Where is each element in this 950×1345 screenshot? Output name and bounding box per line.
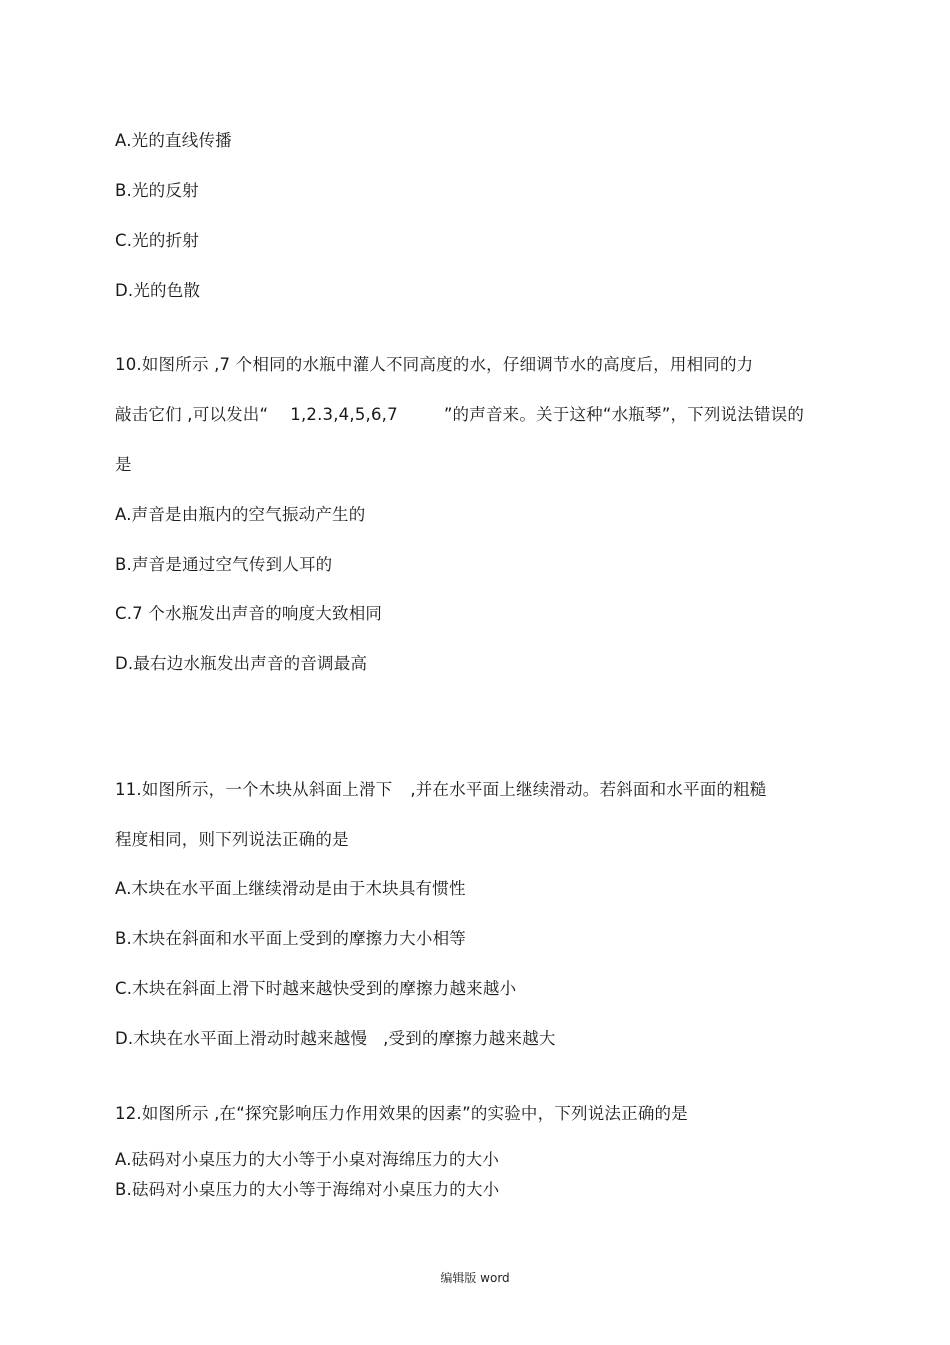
q9-option-d: D.光的色散 [115,281,201,300]
q11-option-d [115,1028,556,1050]
q10-stem-part-2: ”的声音来。关于这种“水瓶琴”，下列说法错误的 [443,405,805,424]
q9-option-c: C.光的折射 [115,231,199,250]
q11-option-c: C.木块在斜面上滑下时越来越快受到的摩擦力越来越小 [115,979,517,998]
q10-stem-line-1: 10.如图所示 ,7 个相同的水瓶中灌人不同高度的水，仔细调节水的高度后，用相同的力 [115,355,754,374]
q12-stem-line-1: 12.如图所示 ,在“探究影响压力作用效果的因素”的实验中，下列说法正确的是 [115,1104,688,1123]
q12-option-b: B.砝码对小桌压力的大小等于海绵对小桌压力的大小 [115,1180,500,1199]
q11-option-d-part-1: D.木块在水平面上滑动时越来越慢 [115,1029,368,1048]
q11-option-d-part-2: ,受到的摩擦力越来越大 [383,1029,556,1048]
q11-stem-part-1: 11.如图所示，一个木块从斜面上滑下 [115,780,393,799]
q10-stem-line-2 [115,404,804,426]
q12-option-a: A.砝码对小桌压力的大小等于小桌对海绵压力的大小 [115,1150,500,1169]
q10-option-d: D.最右边水瓶发出声音的音调最高 [115,654,368,673]
q10-stem-line-3: 是 [115,455,132,474]
q10-option-a: A.声音是由瓶内的空气振动产生的 [115,505,366,524]
q10-stem-part-1: 敲击它们 ,可以发出“ [115,405,269,424]
q10-option-b: B.声音是通过空气传到人耳的 [115,555,333,574]
q11-stem-line-1 [115,779,767,801]
q10-notes: 1,2.3,4,5,6,7 [290,405,398,424]
q11-stem-part-2: ,并在水平面上继续滑动。若斜面和水平面的粗糙 [410,780,767,799]
page-footer: 编辑版 word [440,1271,510,1285]
q10-option-c: C.7 个水瓶发出声音的响度大致相同 [115,604,383,623]
q11-option-a: A.木块在水平面上继续滑动是由于木块具有惯性 [115,879,466,898]
q11-stem-line-2: 程度相同，则下列说法正确的是 [115,830,349,849]
q11-option-b: B.木块在斜面和水平面上受到的摩擦力大小相等 [115,929,466,948]
q9-option-b: B.光的反射 [115,181,199,200]
q9-option-a: A.光的直线传播 [115,131,232,150]
